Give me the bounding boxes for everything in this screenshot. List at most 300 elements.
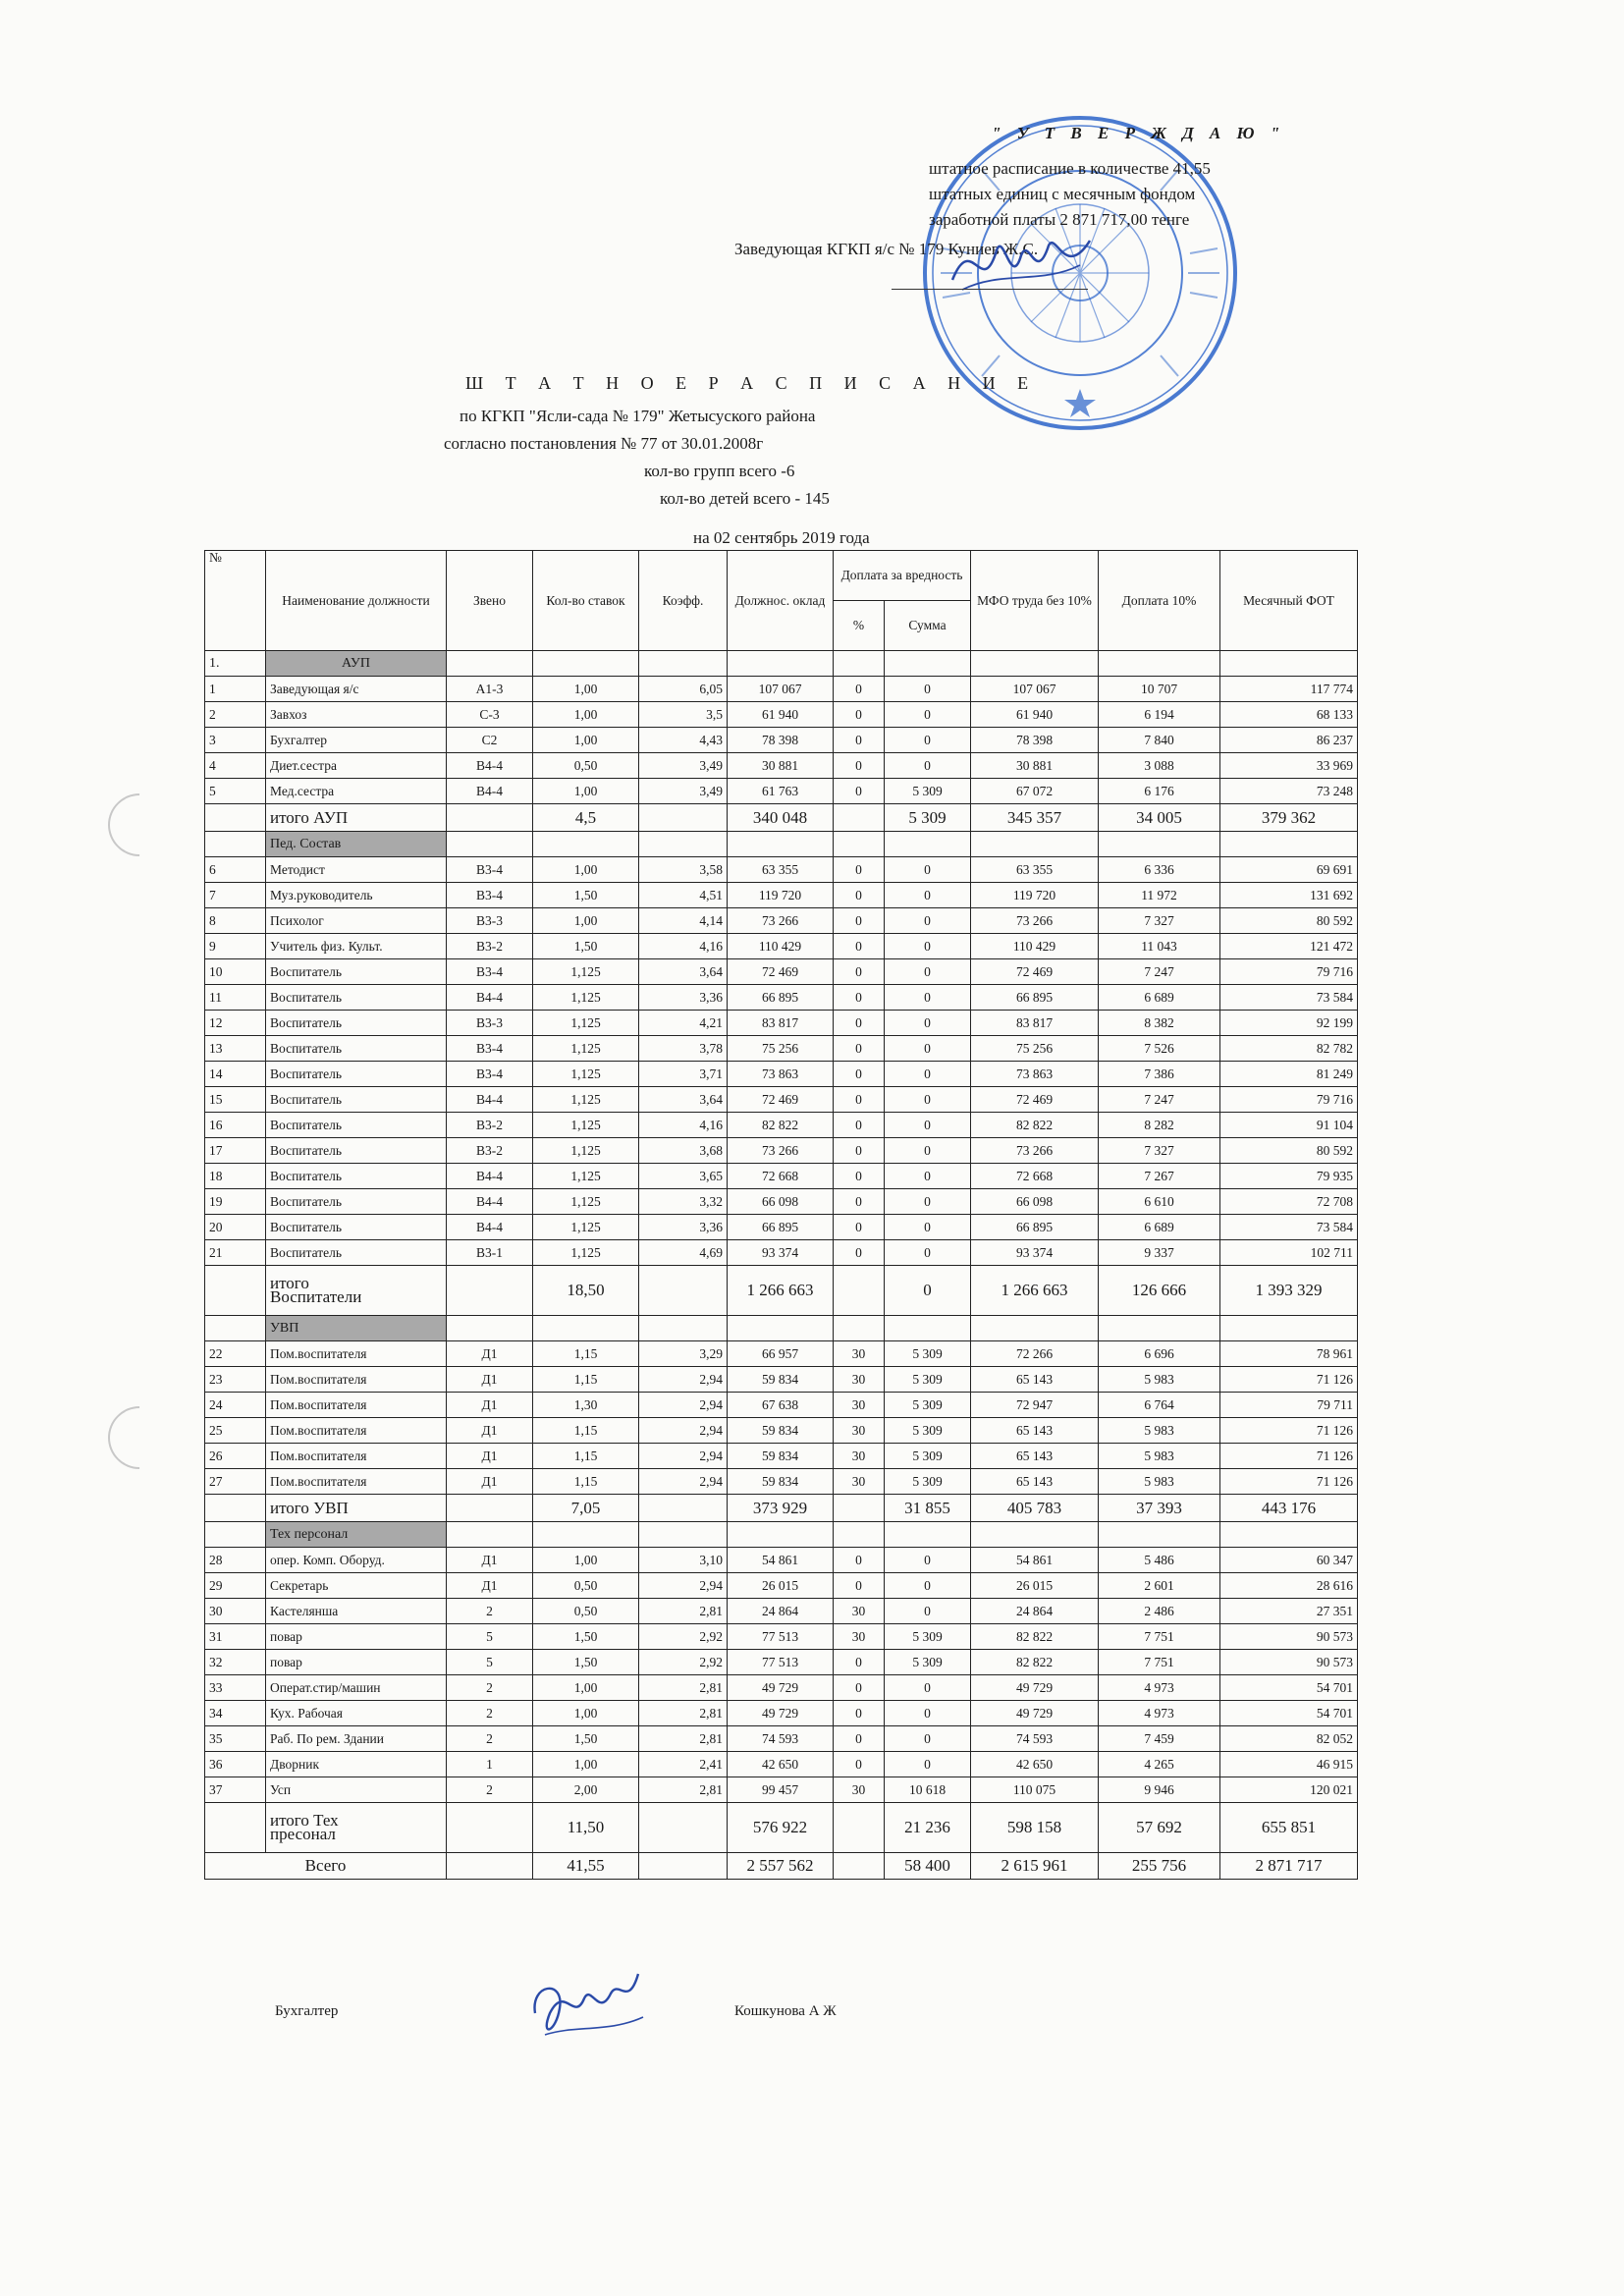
header-bonus: Доплата 10% — [1099, 551, 1220, 651]
mfo-value: 82 822 — [971, 1113, 1099, 1138]
row-number: 5 — [205, 779, 266, 804]
approval-line-amount: заработной платы 2 871 717,00 тенге — [929, 210, 1190, 229]
bonus-value: 7 327 — [1099, 908, 1220, 934]
row-number: 34 — [205, 1701, 266, 1726]
subtotal-rate-count: 11,50 — [533, 1803, 639, 1853]
section-number-empty — [205, 832, 266, 857]
rate-count: 1,00 — [533, 1675, 639, 1701]
subtotal-mfo: 345 357 — [971, 804, 1099, 832]
table-row — [205, 728, 1358, 753]
base-salary: 72 469 — [728, 959, 834, 985]
base-salary: 30 881 — [728, 753, 834, 779]
grade: В4-4 — [447, 779, 533, 804]
coefficient: 3,10 — [639, 1548, 728, 1573]
coefficient: 2,81 — [639, 1777, 728, 1803]
empty-cell — [205, 1266, 266, 1316]
rate-count: 1,15 — [533, 1341, 639, 1367]
monthly-fund: 54 701 — [1220, 1675, 1358, 1701]
table-row — [205, 1650, 1358, 1675]
position-name: Раб. По рем. Здании — [266, 1726, 447, 1752]
hazard-percent: 0 — [834, 1164, 885, 1189]
grade: В3-2 — [447, 1113, 533, 1138]
coefficient: 2,81 — [639, 1701, 728, 1726]
punch-hole-mark — [95, 1394, 185, 1483]
rate-count: 1,125 — [533, 1240, 639, 1266]
monthly-fund: 71 126 — [1220, 1469, 1358, 1495]
header-grade: Звено — [447, 551, 533, 651]
base-salary: 83 817 — [728, 1011, 834, 1036]
row-number: 31 — [205, 1624, 266, 1650]
bonus-value: 4 265 — [1099, 1752, 1220, 1777]
base-salary: 119 720 — [728, 883, 834, 908]
grade: С-3 — [447, 702, 533, 728]
row-number: 20 — [205, 1215, 266, 1240]
monthly-fund: 102 711 — [1220, 1240, 1358, 1266]
hazard-percent: 0 — [834, 677, 885, 702]
header-monthly-fund: Месячный ФОТ — [1220, 551, 1358, 651]
base-salary: 24 864 — [728, 1599, 834, 1624]
subtotal-hazard-sum: 0 — [885, 1266, 971, 1316]
coefficient: 4,16 — [639, 1113, 728, 1138]
mfo-value: 74 593 — [971, 1726, 1099, 1752]
base-salary: 49 729 — [728, 1701, 834, 1726]
subtotal-bonus: 37 393 — [1099, 1495, 1220, 1522]
bonus-value: 9 337 — [1099, 1240, 1220, 1266]
header-sum: Сумма — [885, 601, 971, 651]
base-salary: 73 863 — [728, 1062, 834, 1087]
rate-count: 0,50 — [533, 1573, 639, 1599]
empty-cell — [205, 1495, 266, 1522]
table-row — [205, 753, 1358, 779]
table-row — [205, 1138, 1358, 1164]
coefficient: 3,78 — [639, 1036, 728, 1062]
staff-table — [204, 550, 1358, 1880]
subtotal-label — [266, 1266, 447, 1316]
grade: Д1 — [447, 1444, 533, 1469]
row-number: 4 — [205, 753, 266, 779]
table-row — [205, 985, 1358, 1011]
rate-count: 1,125 — [533, 1164, 639, 1189]
empty-cell — [639, 1266, 728, 1316]
empty-cell — [1099, 832, 1220, 857]
hazard-sum: 0 — [885, 1599, 971, 1624]
mfo-value: 26 015 — [971, 1573, 1099, 1599]
section-label: Тех персонал — [266, 1522, 447, 1548]
subtotal-rate-count: 4,5 — [533, 804, 639, 832]
subtotal-monthly-fund: 379 362 — [1220, 804, 1358, 832]
bonus-value: 3 088 — [1099, 753, 1220, 779]
row-number: 26 — [205, 1444, 266, 1469]
grade: 5 — [447, 1624, 533, 1650]
grand-total-row — [205, 1853, 1358, 1880]
bonus-value: 7 751 — [1099, 1624, 1220, 1650]
mfo-value: 66 098 — [971, 1189, 1099, 1215]
table-row — [205, 702, 1358, 728]
empty-cell — [1099, 1316, 1220, 1341]
header-hazard-pay: Доплата за вредность — [834, 551, 971, 601]
monthly-fund: 69 691 — [1220, 857, 1358, 883]
coefficient: 4,16 — [639, 934, 728, 959]
approval-line-fund: штатных единиц с месячным фондом — [929, 185, 1196, 203]
hazard-sum: 5 309 — [885, 1367, 971, 1393]
row-number: 10 — [205, 959, 266, 985]
position-name: повар — [266, 1624, 447, 1650]
subtotal-hazard-sum: 31 855 — [885, 1495, 971, 1522]
coefficient: 3,71 — [639, 1062, 728, 1087]
monthly-fund: 60 347 — [1220, 1548, 1358, 1573]
subtotal-bonus: 126 666 — [1099, 1266, 1220, 1316]
subtotal-hazard-sum: 21 236 — [885, 1803, 971, 1853]
row-number: 12 — [205, 1011, 266, 1036]
hazard-sum: 0 — [885, 985, 971, 1011]
section-row-aup — [205, 651, 1358, 677]
rate-count: 1,125 — [533, 1087, 639, 1113]
hazard-sum: 5 309 — [885, 1341, 971, 1367]
position-name: Воспитатель — [266, 985, 447, 1011]
monthly-fund: 73 584 — [1220, 1215, 1358, 1240]
bonus-value: 7 327 — [1099, 1138, 1220, 1164]
table-row — [205, 1599, 1358, 1624]
position-name: Кастелянша — [266, 1599, 447, 1624]
hazard-percent: 0 — [834, 1752, 885, 1777]
section-label: АУП — [266, 651, 447, 677]
rate-count: 1,15 — [533, 1418, 639, 1444]
position-name: Муз.руководитель — [266, 883, 447, 908]
hazard-percent: 30 — [834, 1599, 885, 1624]
grade: 5 — [447, 1650, 533, 1675]
mfo-value: 110 075 — [971, 1777, 1099, 1803]
hazard-sum: 0 — [885, 728, 971, 753]
position-name: Диет.сестра — [266, 753, 447, 779]
monthly-fund: 80 592 — [1220, 1138, 1358, 1164]
header-percent: % — [834, 601, 885, 651]
monthly-fund: 33 969 — [1220, 753, 1358, 779]
row-number: 7 — [205, 883, 266, 908]
header-coefficient: Коэфф. — [639, 551, 728, 651]
row-number: 27 — [205, 1469, 266, 1495]
grade: А1-3 — [447, 677, 533, 702]
position-name: Заведующая я/с — [266, 677, 447, 702]
grand-total-rate-count: 41,55 — [533, 1853, 639, 1880]
position-name: Воспитатель — [266, 1113, 447, 1138]
monthly-fund: 73 584 — [1220, 985, 1358, 1011]
base-salary: 66 098 — [728, 1189, 834, 1215]
base-salary: 49 729 — [728, 1675, 834, 1701]
grade: Д1 — [447, 1573, 533, 1599]
base-salary: 59 834 — [728, 1469, 834, 1495]
row-number: 29 — [205, 1573, 266, 1599]
grade: 2 — [447, 1599, 533, 1624]
mfo-value: 24 864 — [971, 1599, 1099, 1624]
section-row-tech — [205, 1522, 1358, 1548]
coefficient: 4,51 — [639, 883, 728, 908]
coefficient: 2,94 — [639, 1469, 728, 1495]
table-row — [205, 908, 1358, 934]
accountant-signature — [520, 1954, 658, 2052]
subtotal-monthly-fund: 1 393 329 — [1220, 1266, 1358, 1316]
row-number: 30 — [205, 1599, 266, 1624]
row-number: 28 — [205, 1548, 266, 1573]
coefficient: 6,05 — [639, 677, 728, 702]
position-name: Секретарь — [266, 1573, 447, 1599]
signatory-name: Кошкунова А Ж — [734, 2003, 837, 2019]
row-number: 1 — [205, 677, 266, 702]
mfo-value: 72 469 — [971, 1087, 1099, 1113]
rate-count: 1,50 — [533, 1624, 639, 1650]
rate-count: 1,00 — [533, 779, 639, 804]
empty-cell — [834, 1522, 885, 1548]
table-row — [205, 1444, 1358, 1469]
empty-cell — [834, 1495, 885, 1522]
hazard-percent: 0 — [834, 702, 885, 728]
coefficient: 2,81 — [639, 1599, 728, 1624]
subtotal-row — [205, 1803, 1358, 1853]
mfo-value: 67 072 — [971, 779, 1099, 804]
hazard-sum: 0 — [885, 1675, 971, 1701]
empty-cell — [447, 1803, 533, 1853]
rate-count: 1,125 — [533, 1113, 639, 1138]
header-position-name: Наименование должности — [266, 551, 447, 651]
table-row — [205, 1113, 1358, 1138]
hazard-percent: 0 — [834, 883, 885, 908]
monthly-fund: 79 716 — [1220, 959, 1358, 985]
subtotal-label-line2: Воспитатели — [270, 1287, 362, 1306]
monthly-fund: 79 711 — [1220, 1393, 1358, 1418]
mfo-value: 75 256 — [971, 1036, 1099, 1062]
hazard-percent: 0 — [834, 1675, 885, 1701]
mfo-value: 42 650 — [971, 1752, 1099, 1777]
empty-cell — [728, 1522, 834, 1548]
coefficient: 2,94 — [639, 1393, 728, 1418]
monthly-fund: 68 133 — [1220, 702, 1358, 728]
base-salary: 77 513 — [728, 1650, 834, 1675]
base-salary: 75 256 — [728, 1036, 834, 1062]
hazard-percent: 0 — [834, 908, 885, 934]
grade: В3-3 — [447, 908, 533, 934]
mfo-value: 49 729 — [971, 1675, 1099, 1701]
position-name: Воспитатель — [266, 1164, 447, 1189]
table-row — [205, 1726, 1358, 1752]
hazard-sum: 0 — [885, 959, 971, 985]
table-row — [205, 1777, 1358, 1803]
grade: В4-4 — [447, 1164, 533, 1189]
empty-cell — [447, 1495, 533, 1522]
bonus-value: 4 973 — [1099, 1701, 1220, 1726]
rate-count: 1,50 — [533, 1726, 639, 1752]
table-row — [205, 1011, 1358, 1036]
section-number-empty — [205, 1522, 266, 1548]
monthly-fund: 82 052 — [1220, 1726, 1358, 1752]
section-number-empty — [205, 1316, 266, 1341]
grade: В3-1 — [447, 1240, 533, 1266]
subtotal-mfo: 405 783 — [971, 1495, 1099, 1522]
grand-total-bonus: 255 756 — [1099, 1853, 1220, 1880]
grade: 2 — [447, 1777, 533, 1803]
subtotal-rate-count: 7,05 — [533, 1495, 639, 1522]
hazard-percent: 0 — [834, 753, 885, 779]
grade: В4-4 — [447, 753, 533, 779]
subtotal-mfo: 598 158 — [971, 1803, 1099, 1853]
hazard-percent: 30 — [834, 1624, 885, 1650]
subtotal-bonus: 34 005 — [1099, 804, 1220, 832]
coefficient: 3,58 — [639, 857, 728, 883]
empty-cell — [639, 1853, 728, 1880]
bonus-value: 2 601 — [1099, 1573, 1220, 1599]
grade: В4-4 — [447, 1087, 533, 1113]
hazard-percent: 0 — [834, 779, 885, 804]
bonus-value: 6 764 — [1099, 1393, 1220, 1418]
row-number: 2 — [205, 702, 266, 728]
head-title: Заведующая КГКП я/с № 179 Куниев Ж.С. — [734, 240, 1039, 258]
subtotal-base-salary: 1 266 663 — [728, 1266, 834, 1316]
approval-block — [0, 0, 1624, 314]
empty-cell — [639, 1495, 728, 1522]
mfo-value: 110 429 — [971, 934, 1099, 959]
rate-count: 1,50 — [533, 934, 639, 959]
hazard-sum: 5 309 — [885, 1418, 971, 1444]
monthly-fund: 79 935 — [1220, 1164, 1358, 1189]
row-number: 16 — [205, 1113, 266, 1138]
section-row-ped — [205, 832, 1358, 857]
empty-cell — [447, 832, 533, 857]
position-name: Мед.сестра — [266, 779, 447, 804]
table-row — [205, 1036, 1358, 1062]
subtotal-label-line1: итого Тех — [270, 1811, 339, 1830]
hazard-sum: 10 618 — [885, 1777, 971, 1803]
table-row — [205, 1062, 1358, 1087]
position-name: Воспитатель — [266, 1062, 447, 1087]
monthly-fund: 79 716 — [1220, 1087, 1358, 1113]
mfo-value: 72 668 — [971, 1164, 1099, 1189]
base-salary: 42 650 — [728, 1752, 834, 1777]
grand-total-label: Всего — [205, 1853, 447, 1880]
coefficient: 3,32 — [639, 1189, 728, 1215]
subtotal-rate-count: 18,50 — [533, 1266, 639, 1316]
rate-count: 1,00 — [533, 1752, 639, 1777]
position-name: Воспитатель — [266, 1138, 447, 1164]
monthly-fund: 82 782 — [1220, 1036, 1358, 1062]
grade: Д1 — [447, 1548, 533, 1573]
monthly-fund: 80 592 — [1220, 908, 1358, 934]
empty-cell — [639, 1316, 728, 1341]
grade: 2 — [447, 1675, 533, 1701]
empty-cell — [971, 1522, 1099, 1548]
position-name: Воспитатель — [266, 1189, 447, 1215]
staff-table-body — [205, 651, 1358, 1880]
section-label: Пед. Состав — [266, 832, 447, 857]
grade: 1 — [447, 1752, 533, 1777]
position-name: Воспитатель — [266, 1215, 447, 1240]
hazard-percent: 0 — [834, 1240, 885, 1266]
base-salary: 93 374 — [728, 1240, 834, 1266]
empty-cell — [1099, 1522, 1220, 1548]
table-row — [205, 1087, 1358, 1113]
mfo-value: 73 266 — [971, 908, 1099, 934]
empty-cell — [885, 1522, 971, 1548]
rate-count: 1,125 — [533, 1189, 639, 1215]
mfo-value: 72 947 — [971, 1393, 1099, 1418]
position-name: Завхоз — [266, 702, 447, 728]
subtotal-row — [205, 804, 1358, 832]
bonus-value: 5 983 — [1099, 1418, 1220, 1444]
basis-line: согласно постановления № 77 от 30.01.2008г — [444, 434, 764, 453]
rate-count: 1,00 — [533, 702, 639, 728]
rate-count: 1,00 — [533, 728, 639, 753]
rate-count: 0,50 — [533, 753, 639, 779]
mfo-value: 63 355 — [971, 857, 1099, 883]
monthly-fund: 120 021 — [1220, 1777, 1358, 1803]
subtotal-monthly-fund: 655 851 — [1220, 1803, 1358, 1853]
mfo-value: 65 143 — [971, 1469, 1099, 1495]
row-number: 25 — [205, 1418, 266, 1444]
bonus-value: 11 972 — [1099, 883, 1220, 908]
approval-line-count: штатное расписание в количестве 41,55 — [929, 159, 1211, 178]
hazard-sum: 5 309 — [885, 1393, 971, 1418]
hazard-sum: 0 — [885, 1138, 971, 1164]
empty-cell — [447, 804, 533, 832]
bonus-value: 7 840 — [1099, 728, 1220, 753]
subtotal-mfo: 1 266 663 — [971, 1266, 1099, 1316]
rate-count: 1,15 — [533, 1444, 639, 1469]
position-name: Методист — [266, 857, 447, 883]
hazard-percent: 0 — [834, 1138, 885, 1164]
subtotal-label: итого АУП — [266, 804, 447, 832]
empty-cell — [885, 1316, 971, 1341]
empty-cell — [639, 1803, 728, 1853]
coefficient: 3,49 — [639, 753, 728, 779]
staff-table-container — [204, 550, 1357, 1880]
bonus-value: 7 247 — [1099, 1087, 1220, 1113]
bonus-value: 10 707 — [1099, 677, 1220, 702]
table-row — [205, 1240, 1358, 1266]
mfo-value: 49 729 — [971, 1701, 1099, 1726]
bonus-value: 4 973 — [1099, 1675, 1220, 1701]
table-row — [205, 934, 1358, 959]
monthly-fund: 71 126 — [1220, 1367, 1358, 1393]
grade: Д1 — [447, 1367, 533, 1393]
table-row — [205, 883, 1358, 908]
subtotal-row — [205, 1495, 1358, 1522]
monthly-fund: 73 248 — [1220, 779, 1358, 804]
grade: В3-4 — [447, 857, 533, 883]
base-salary: 59 834 — [728, 1444, 834, 1469]
base-salary: 54 861 — [728, 1548, 834, 1573]
coefficient: 3,68 — [639, 1138, 728, 1164]
subtotal-label-line1: итого — [270, 1274, 309, 1292]
hazard-percent: 0 — [834, 728, 885, 753]
grand-total-monthly-fund: 2 871 717 — [1220, 1853, 1358, 1880]
hazard-sum: 0 — [885, 1164, 971, 1189]
mfo-value: 65 143 — [971, 1367, 1099, 1393]
grand-total-base-salary: 2 557 562 — [728, 1853, 834, 1880]
position-name: Пом.воспитателя — [266, 1444, 447, 1469]
signatory-role: Бухгалтер — [275, 2003, 339, 2019]
empty-cell — [728, 832, 834, 857]
grand-total-hazard-sum: 58 400 — [885, 1853, 971, 1880]
monthly-fund: 90 573 — [1220, 1624, 1358, 1650]
row-number: 17 — [205, 1138, 266, 1164]
monthly-fund: 86 237 — [1220, 728, 1358, 753]
monthly-fund: 54 701 — [1220, 1701, 1358, 1726]
monthly-fund: 28 616 — [1220, 1573, 1358, 1599]
empty-cell — [533, 832, 639, 857]
empty-cell — [1220, 832, 1358, 857]
row-number: 21 — [205, 1240, 266, 1266]
empty-cell — [834, 1316, 885, 1341]
subtotal-monthly-fund: 443 176 — [1220, 1495, 1358, 1522]
mfo-value: 82 822 — [971, 1650, 1099, 1675]
base-salary: 82 822 — [728, 1113, 834, 1138]
